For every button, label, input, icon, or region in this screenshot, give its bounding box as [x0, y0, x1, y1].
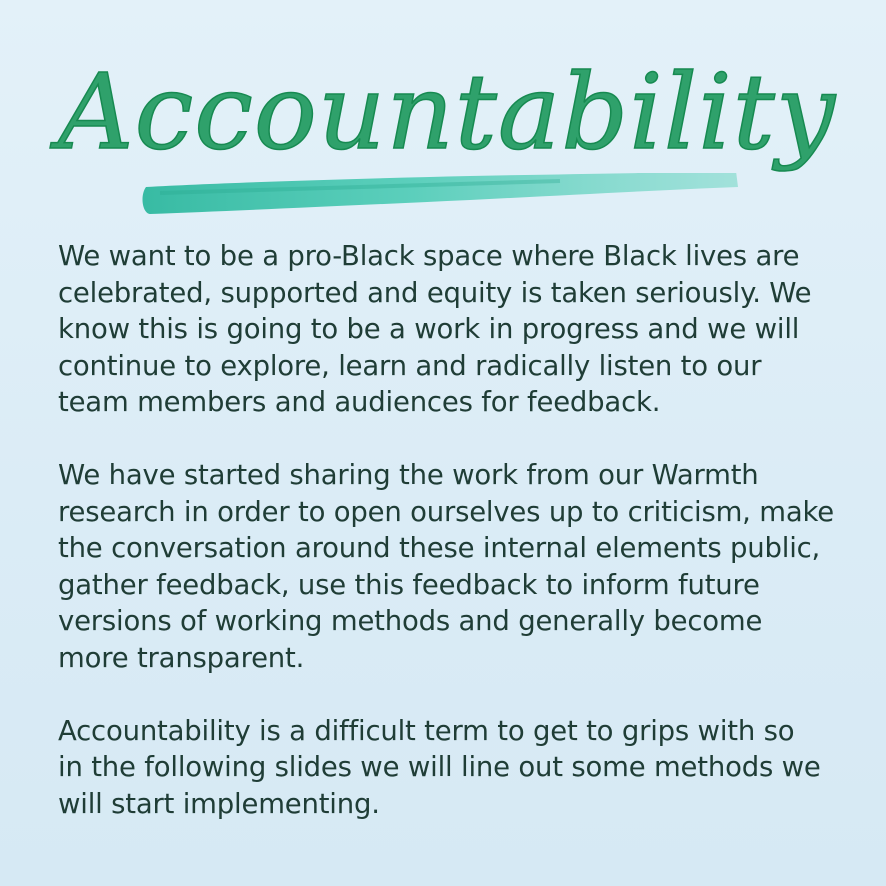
body-text [58, 238, 858, 822]
paragraph-2: We have started sharing the work from our Warmth research in order to open ourselves up to criticism, make the conversation around these internal elements public, gather feedback, use this feedback to inform future versions of working methods and generally become more transparent. [58, 459, 834, 674]
page-title-text: Accountability [49, 51, 837, 173]
title-block [50, 40, 850, 230]
paragraph-1: We want to be a pro-Black space where Black lives are celebrated, supported and equity is taken seriously. We know this is going to be a work in progress and we will continue to explore, learn and radically listen to our team members and audiences for feedback. [58, 240, 812, 418]
page-title [50, 40, 850, 230]
paragraph-3: Accountability is a difficult term to get to grips with so in the following slides we will line out some methods we will start implementing. [58, 714, 821, 820]
